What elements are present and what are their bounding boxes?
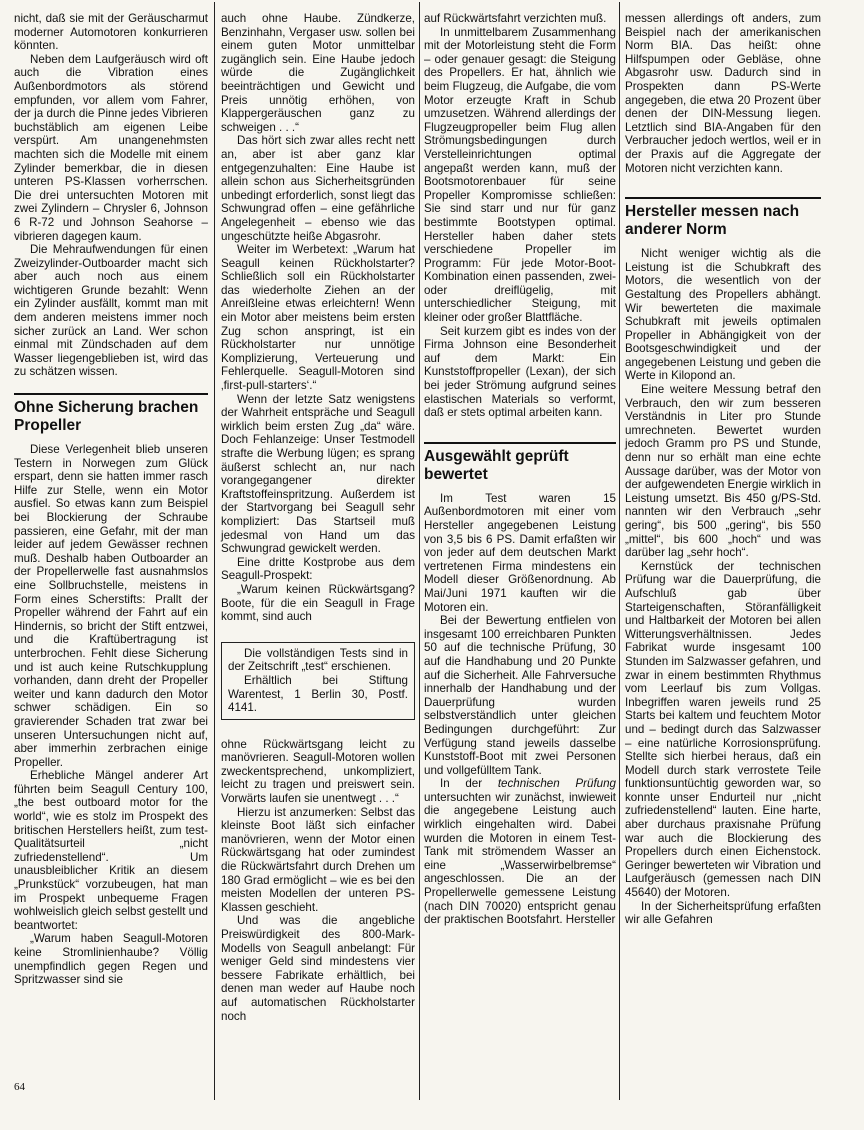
column-rule [619, 2, 620, 1100]
paragraph: In unmittelbarem Zusammenhang mit der Motorleistung steht die Form – oder genauer gesagt: die Steigung des Propellers. Er hat, ähnlich wie beim Flugzeug, die Aufgabe, die vom Motor erzeugte Kraft in Schub umzusetzen. Während allerdings der Flugzeugpropeller beim Flug allen Strömungsbedingungen durch Verstelleinrichtungen optimal angepaßt werden kann, muß der Bootsmotorenbauer für seine Propeller Kompromisse schließen: Sie sind starr und nur für ganz bestimmte Bootstypen optimal. Hersteller haben daher stets verschiedene Propeller im Programm: Für jede Motor-Boot-Kombination einen passenden, zwei- oder dreiflügelig, mit unterschiedlicher Steigung, mit kleiner oder großer Blattfläche. [424, 25, 616, 325]
paragraph: ohne Rückwärtsgang leicht zu manövrieren. Seagull-Motoren wollen zweckentsprechend, unkompliziert, leicht zu tragen und preiswert sein. Vorwärts laufen sie unentwegt . . .“ [221, 737, 415, 806]
column-rule [214, 2, 215, 1100]
info-box [221, 642, 415, 720]
paragraph: auch ohne Haube. Zündkerze, Benzinhahn, Vergaser usw. sollen bei einem guten Motor unmittelbar zugänglich sein. Eine Haube jedoch würde die Zugänglichkeit beeinträchtigen und Gewicht und Preis unnötig erhöhen, von Klappergeräuschen ganz zu schweigen . . .“ [221, 12, 415, 134]
paragraph: Erhebliche Mängel anderer Art führten beim Seagull Century 100, „the best outboard motor for the world“, wie es stolz im Prospekt des britischen Herstellers heißt, zum test-Qualitätsurteil „nicht zufriedenstellend“. Um unausbleiblicher Kritik an diesem „Prunkstück“ vorzubeugen, hat man im Prospekt unbequeme Fragen wohlweislich gleich selbst gestellt und beantwortet: [14, 769, 208, 932]
column-2 [221, 12, 415, 1023]
paragraph [424, 777, 616, 927]
text-span: untersuchten wir zunächst, inwieweit die angegebene Leistung auch wirklich eingehalten wird. Dabei wurden die Motoren in einem Test-Tank mit strömendem Wasser an eine „Wasserwirbelbremse“ angeschlossen. Die an der Propellerwelle gemessene Leistung (nach DIN 70020) entspricht genau der praktischen Bootsfahrt. Hersteller [424, 790, 616, 927]
paragraph: Neben dem Laufgeräusch wird oft auch die Vibration eines Außenbordmotors als störend empfunden, vor allem vom Fahrer, der ja durch die Pinne jedes Vibrieren buchstäblich am eigenen Leibe verspürt. Am unangenehmsten machten sich die Modelle mit einem Zylinder bemerkbar, die in diesen unteren PS-Klassen vorherrschen. Die drei untersuchten Motoren mit zwei Zylindern – Chrysler 6, Johnson 6 R-72 und Johnson Seahorse – vibrieren dagegen kaum. [14, 52, 208, 243]
paragraph: Nicht weniger wichtig als die Leistung ist die Schubkraft des Motors, die wesentlich von der Gestaltung des Propellers abhängt. Wir bewerteten die maximale Schubkraft mit jeweils optimalen Propeller in Abhängigkeit von der Bootsgeschwindigkeit und der angegebenen Leistung und geben die Werte in Kilopond an. [625, 247, 821, 383]
section-heading: Ohne Sicherung brachen Propeller [14, 393, 208, 435]
section-heading: Ausgewählt geprüft bewertet [424, 442, 616, 484]
paragraph: In der Sicherheitsprüfung erfaßten wir alle Gefahren [625, 899, 821, 927]
paragraph: Das hört sich zwar alles recht nett an, aber ist aber ganz klar entgegenzuhalten: Eine Haube ist allein schon aus Sicherheitsgründen unbedingt erforderlich, sonst liegt das Schwungrad offen – eine gefährliche Angelegenheit – ebenso wie das ungeschützte heiße Abgasrohr. [221, 134, 415, 243]
info-box-line: Erhältlich bei Stiftung Warentest, 1 Berlin 30, Postf. 4141. [228, 673, 408, 715]
paragraph: Hierzu ist anzumerken: Selbst das kleinste Boot läßt sich einfacher manövrieren, wenn der Motor einen Rückwärtsgang hat oder zumindest die Rückwärtsfahrt durch Drehen um 180 Grad ermöglicht – wie es bei den meisten Modellen der unteren PS-Klassen geschieht. [221, 805, 415, 914]
column-4 [625, 12, 821, 927]
paragraph: Und was die angebliche Preiswürdigkeit des 800-Mark-Modells von Seagull anbelangt: Für weniger Geld sind mindestens vier bessere Fabrikate erhältlich, bei denen man weder auf Haube noch auf automatischen Rückholstarter noch [221, 914, 415, 1023]
paragraph: Seit kurzem gibt es indes von der Firma Johnson eine Besonderheit auf dem Markt: Ein Kunststoffpropeller (Lexan), der sich bei jeder Strömung aufgrund seines elastischen Materials so verformt, daß er stets optimal arbeiten kann. [424, 324, 616, 420]
paragraph: Im Test waren 15 Außenbordmotoren mit einer vom Hersteller angegebenen Leistung von 3,5 bis 6 PS. Damit erfaßten wir von jeder auf dem deutschen Markt vertretenen Firma mindestens ein Modell dieser Größenordnung. Ab Mai/Juni 1971 kauften wir die Motoren ein. [424, 491, 616, 614]
paragraph: Weiter im Werbetext: „Warum hat Seagull keinen Rückholstarter? Schließlich soll ein Rückholstarter das wiederholte Ziehen an der Anreißleine etwas erleichtern! Wenn ein Motor aber meistens beim ersten Zug schon anspringt, ist ein Rückholstarter nur unnötige Komplizierung, Verteuerung und Fehlerquelle. Seagull-Motoren sind ‚first-pull-starters‘.“ [221, 243, 415, 393]
paragraph: Die Mehraufwendungen für einen Zweizylinder-Outboarder macht sich aber auch noch aus einem wichtigeren Grunde bezahlt: Wenn ein Zylinder ausfällt, kommt man mit dem anderen meistens immer noch sicher zurück an Land. Wer schon einmal mit Zündschaden auf dem Wasser liegengeblieben ist, wird das zu schätzen wissen. [14, 243, 208, 379]
paragraph: „Warum haben Seagull-Motoren keine Stromlinienhaube? Völlig unempfindlich gegen Regen und Spritzwasser sind sie [14, 932, 208, 987]
info-box-line: Die vollständigen Tests sind in der Zeitschrift „test“ erschienen. [228, 646, 408, 674]
text-span: In der [440, 777, 498, 791]
paragraph: Bei der Bewertung entfielen von insgesamt 100 erreichbaren Punkten 50 auf die technische Prüfung, 30 auf die Handhabung und 20 Punkte auf die Sicherheit. Alle Fahrversuche innerhalb der Handhabung und der Dauerprüfung wurden selbstverständlich unter gleichen Bedingungen durchgeführt: Zur Verfügung stand jeweils dasselbe Kunststoff-Boot mit zwei Personen und vollgefülltem Tank. [424, 614, 616, 777]
paragraph: Eine weitere Messung betraf den Verbrauch, den wir zum besseren Verständnis in Liter pro Stunde umrechneten. Bewertet wurden jedoch Gramm pro PS und Stunde, denn nur so erhält man eine echte Aussage darüber, was der Motor von der aufgewendeten Energie wirklich in Leistung umsetzt. Bis 450 g/PS-Std. nannten wir den Verbrauch „sehr gering“, bis 500 „gering“, bis 550 „mittel“, bis 600 „hoch“ und was darüber lag „sehr hoch“. [625, 383, 821, 560]
column-3 [424, 12, 616, 927]
paragraph: auf Rückwärtsfahrt verzichten muß. [424, 12, 607, 25]
page-number: 64 [14, 1081, 25, 1093]
paragraph: „Warum keinen Rückwärtsgang? Boote, für die ein Seagull in Frage kommt, sind auch [221, 582, 415, 624]
paragraph: Kernstück der technischen Prüfung war die Dauerprüfung, die Aufschluß gab über Starteigenschaften, Störanfälligkeit und Haltbarkeit der Motoren bei allen Witterungsverhältnissen. Jedes Fabrikat wurde insgesamt 100 Stunden im Salzwasser gefahren, und zwar in einem bestimmten Rhythmus vom Leerlauf bis zum Vollgas. Inbegriffen waren jeweils rund 25 Starts bei kaltem und feuchtem Motor und – bedingt durch das Salzwasser – eine natürliche Korrosionsprüfung. Stellte sich hierbei heraus, daß ein Modell durch stark verrostete Teile funktionsuntüchtig geworden war, so konnte unser Endurteil nur „nicht zufriedenstellend“ lauten. Eine harte, aber durchaus praxisnahe Prüfung war auch die Blockierung des Propellers durch einen Eichenstock. Geringer bewerteten wir Vibration und Laufgeräusch (gemessen nach DIN 45640) der Motoren. [625, 559, 821, 900]
paragraph: Diese Verlegenheit blieb unseren Testern in Norwegen zum Glück erspart, denn sie hatten immer rasch Hilfe zur Stelle, wenn ein Motor ausfiel. So etwas kann zum Beispiel bei Blockierung der Schraube passieren, eine Gefahr, mit der man leider auf jedem Gewässer rechnen muß. Deshalb haben Outboarder an der Propellerwelle fast ausnahmslos eine Sollbruchstelle, meistens in Form eines Scherstifts: Prallt der Propeller während der Fahrt auf ein Hindernis, so bricht der Stift entzwei, und die Kraftübertragung ist unterbrochen. Fehlt diese Sicherung und ist auch keine Rutschkupplung vorhanden, dann dreht der Propeller weiter und kann dadurch den Motor schwer schädigen. Ein so gravierender Schaden trat zwar bei unseren Untersuchungen nicht auf, aber immerhin zerbrachen einige Propeller. [14, 443, 208, 769]
paragraph: Wenn der letzte Satz wenigstens der Wahrheit entspräche und Seagull wirklich beim ersten Zug „da“ wäre. Doch Fehlanzeige: Unser Testmodell strafte die Werbung lügen; es sprang äußerst schlecht an, nur nach vorangegangener direkter Kraftstoffeinspritzung. Außerdem ist der Startvorgang bei Seagull sehr kompliziert: Das Startseil muß jedesmal von Hand um das Schwungrad gewickelt werden. [221, 392, 415, 556]
emphasis: technischen Prüfung [497, 777, 617, 791]
paragraph: messen allerdings oft anders, zum Beispiel nach der amerikanischen Norm BIA. Das heißt: ohne Hilfspumpen oder Gebläse, ohne Abgasrohr usw. Dadurch sind in Prospekten dann PS-Werte angegeben, die etwa 20 Prozent über denen der DIN-Messung liegen. Letztlich sind BIA-Angaben für den Verbraucher jedoch wertlos, weil er in der Praxis auf die Aggregate der Motoren nicht verzichten kann. [625, 12, 821, 175]
paragraph: nicht, daß sie mit der Geräuscharmut moderner Automotoren konkurrieren könnten. [14, 12, 208, 53]
column-rule [419, 2, 420, 1100]
section-heading: Hersteller messen nach anderer Norm [625, 197, 821, 239]
paragraph: Eine dritte Kostprobe aus dem Seagull-Prospekt: [221, 555, 415, 583]
column-1 [14, 12, 208, 987]
